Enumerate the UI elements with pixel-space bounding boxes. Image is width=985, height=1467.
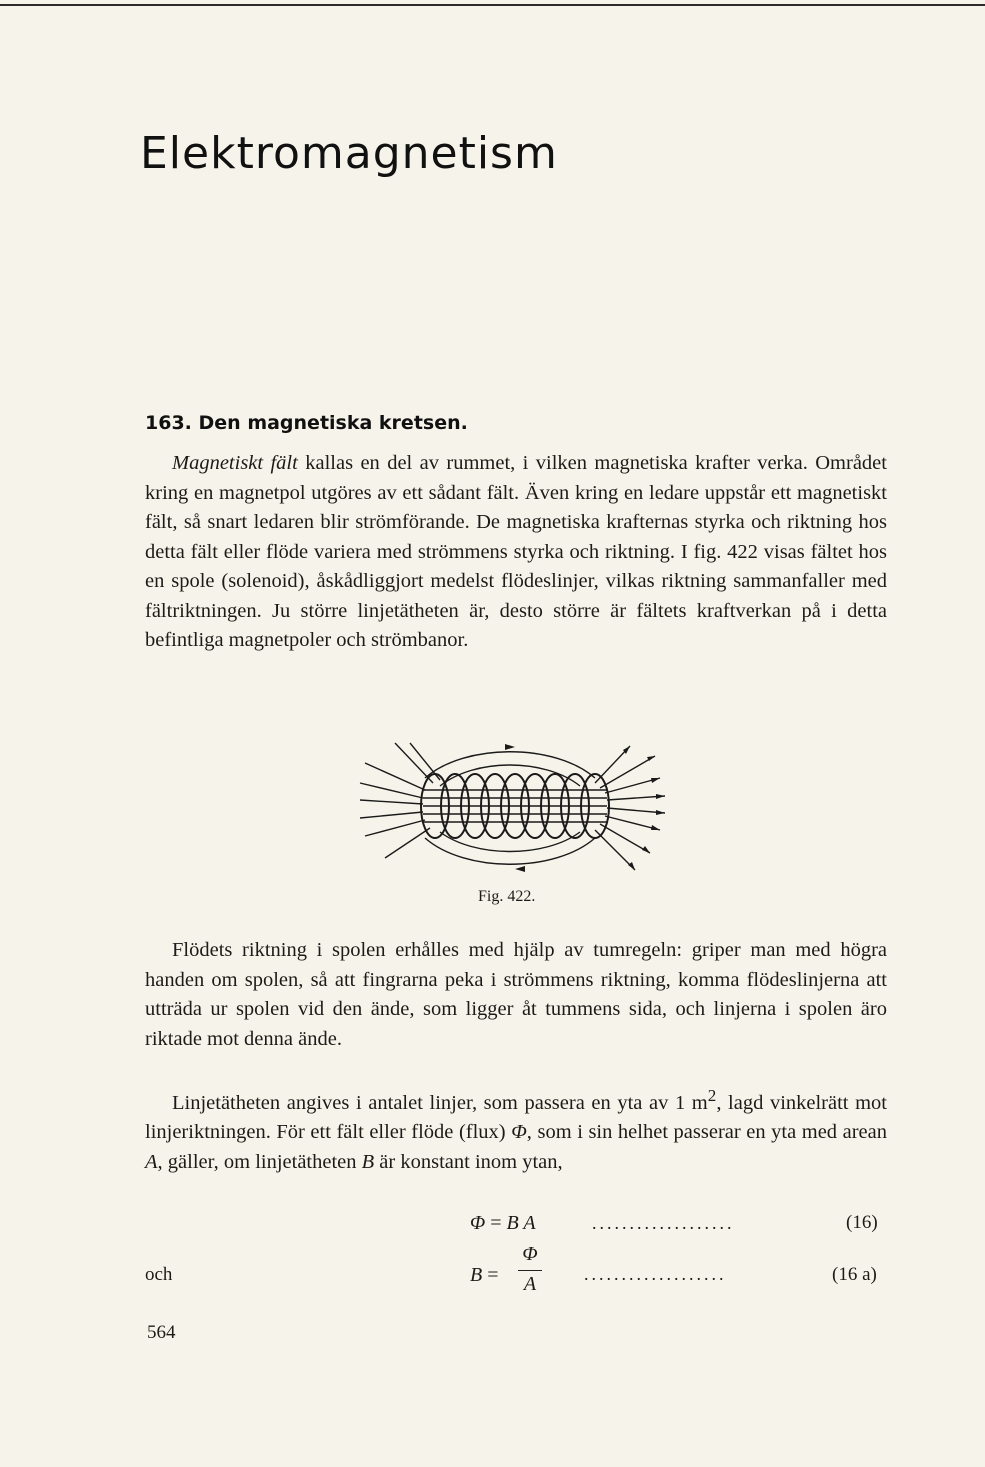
symbol-b: B — [361, 1150, 375, 1173]
solenoid-field-lines-diagram — [355, 738, 675, 883]
eq16a-lhs: B — [470, 1264, 483, 1286]
symbol-phi: Φ — [511, 1121, 527, 1144]
och-label: och — [145, 1264, 173, 1285]
eq16a-number: (16 a) — [832, 1264, 877, 1285]
equation-16a — [470, 1264, 499, 1287]
chapter-title: Elektromagnetism — [140, 128, 558, 179]
p3-part2: , lagd vinkelrätt mot linjeriktningen. För ett fält eller flöde (flux) — [145, 1091, 887, 1144]
p3-part3: , som i sin helhet passerar en yta med arean — [526, 1121, 887, 1144]
top-rule — [0, 4, 985, 6]
eq16-number: (16) — [846, 1212, 878, 1233]
equation-16 — [470, 1212, 536, 1235]
page-number: 564 — [147, 1322, 176, 1343]
eq16a-leader-dots: ................... — [584, 1264, 727, 1284]
term-magnetic-field: Magnetiskt fält — [172, 452, 298, 474]
eq16-rhs: B A — [506, 1212, 536, 1234]
eq16-equals: = — [485, 1212, 507, 1234]
paragraph-1 — [145, 449, 887, 656]
paragraph-3 — [145, 1081, 887, 1177]
paragraph-2: Flödets riktning i spolen erhålles med hjälp av tumregeln: griper man med högra handen om spolen, så att fingrarna peka i strömmens riktning, komma flödeslinjerna att utträda ur spolen vid den ände, som ligger åt tummens sida, och linjerna i spolen äro riktade mot denna ände. — [145, 939, 887, 1050]
figure-caption: Fig. 422. — [478, 888, 536, 905]
eq16-leader-dots: ................... — [592, 1213, 735, 1233]
section-heading — [145, 412, 468, 434]
eq16a-equals: = — [482, 1264, 499, 1286]
eq16a-numerator: Φ — [522, 1243, 538, 1265]
eq16a-denominator: A — [523, 1273, 537, 1295]
paragraph-1-text: kallas en del av rummet, i vilken magnetiska krafter verka. Området kring en magnetpol utgöres av ett sådant fält. Även kring en ledare uppstår ett magnetiskt fält, så snart ledaren blir strömförande. De magnetiska krafternas styrka och riktning hos detta fält eller flöde variera med strömmens styrka och riktning. I fig. 422 visas fältet hos en spole (solenoid), åskådliggjort medelst flödeslinjer, vilkas riktning sammanfaller med fältriktningen. Ju större linjetätheten är, desto större är fältets kraftverkan på i detta befintliga magnetpoler och strömbanor. — [145, 452, 887, 651]
eq16a-fraction-bar — [518, 1270, 542, 1271]
superscript-2: 2 — [707, 1086, 717, 1105]
section-title: Den magnetiska kretsen. — [198, 412, 468, 434]
p3-part1: Linjetätheten angives i antalet linjer, som passera en yta av 1 m — [172, 1091, 708, 1114]
p3-part4: , gäller, om linjetätheten — [157, 1150, 362, 1173]
eq16-lhs: Φ — [470, 1212, 486, 1234]
p3-part5: är konstant inom ytan, — [374, 1150, 563, 1173]
section-number: 163. — [145, 412, 192, 434]
symbol-a: A — [145, 1150, 158, 1173]
